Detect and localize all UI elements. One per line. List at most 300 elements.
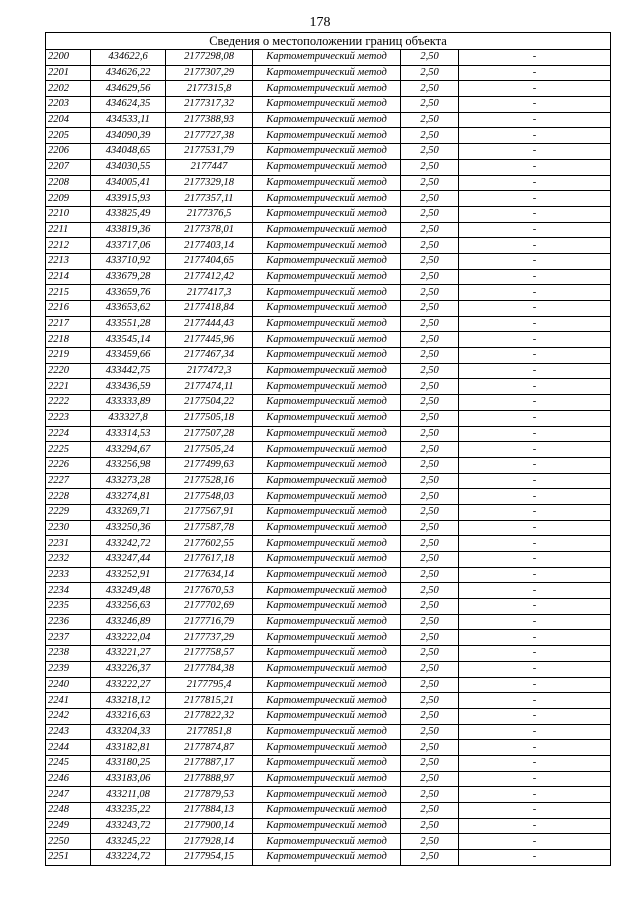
point-number-cell: 2249 <box>46 818 91 834</box>
y-coordinate-cell: 2177548,03 <box>166 489 253 505</box>
boundary-coordinates-table <box>45 32 611 866</box>
description-cell: - <box>459 81 611 97</box>
method-cell: Картометрический метод <box>253 316 401 332</box>
x-coordinate-cell: 433180,25 <box>91 755 166 771</box>
accuracy-cell: 2,50 <box>401 332 459 348</box>
y-coordinate-cell: 2177403,14 <box>166 238 253 254</box>
method-cell: Картометрический метод <box>253 379 401 395</box>
method-cell: Картометрический метод <box>253 285 401 301</box>
point-number-cell: 2247 <box>46 787 91 803</box>
method-cell: Картометрический метод <box>253 222 401 238</box>
method-cell: Картометрический метод <box>253 803 401 819</box>
method-cell: Картометрический метод <box>253 583 401 599</box>
point-number-cell: 2218 <box>46 332 91 348</box>
x-coordinate-cell: 433250,36 <box>91 520 166 536</box>
y-coordinate-cell: 2177874,87 <box>166 740 253 756</box>
description-cell: - <box>459 348 611 364</box>
x-coordinate-cell: 433183,06 <box>91 771 166 787</box>
y-coordinate-cell: 2177670,53 <box>166 583 253 599</box>
accuracy-cell: 2,50 <box>401 395 459 411</box>
description-cell: - <box>459 583 611 599</box>
y-coordinate-cell: 2177329,18 <box>166 175 253 191</box>
x-coordinate-cell: 433218,12 <box>91 693 166 709</box>
method-cell: Картометрический метод <box>253 740 401 756</box>
x-coordinate-cell: 433245,22 <box>91 834 166 850</box>
point-number-cell: 2201 <box>46 65 91 81</box>
point-number-cell: 2245 <box>46 755 91 771</box>
table-row <box>46 348 611 364</box>
y-coordinate-cell: 2177737,29 <box>166 630 253 646</box>
y-coordinate-cell: 2177531,79 <box>166 144 253 160</box>
method-cell: Картометрический метод <box>253 457 401 473</box>
y-coordinate-cell: 2177727,38 <box>166 128 253 144</box>
y-coordinate-cell: 2177418,84 <box>166 301 253 317</box>
description-cell: - <box>459 301 611 317</box>
description-cell: - <box>459 426 611 442</box>
x-coordinate-cell: 433246,89 <box>91 614 166 630</box>
x-coordinate-cell: 433717,06 <box>91 238 166 254</box>
y-coordinate-cell: 2177702,69 <box>166 599 253 615</box>
table-row <box>46 520 611 536</box>
accuracy-cell: 2,50 <box>401 97 459 113</box>
table-row <box>46 253 611 269</box>
point-number-cell: 2200 <box>46 50 91 66</box>
method-cell: Картометрический метод <box>253 630 401 646</box>
table-row <box>46 379 611 395</box>
table-row <box>46 489 611 505</box>
accuracy-cell: 2,50 <box>401 285 459 301</box>
method-cell: Картометрический метод <box>253 599 401 615</box>
table-row <box>46 112 611 128</box>
y-coordinate-cell: 2177417,3 <box>166 285 253 301</box>
point-number-cell: 2233 <box>46 567 91 583</box>
method-cell: Картометрический метод <box>253 834 401 850</box>
table-row <box>46 316 611 332</box>
description-cell: - <box>459 489 611 505</box>
description-cell: - <box>459 520 611 536</box>
accuracy-cell: 2,50 <box>401 787 459 803</box>
y-coordinate-cell: 2177376,5 <box>166 206 253 222</box>
x-coordinate-cell: 433211,08 <box>91 787 166 803</box>
point-number-cell: 2210 <box>46 206 91 222</box>
accuracy-cell: 2,50 <box>401 771 459 787</box>
method-cell: Картометрический метод <box>253 520 401 536</box>
description-cell: - <box>459 97 611 113</box>
method-cell: Картометрический метод <box>253 661 401 677</box>
x-coordinate-cell: 434048,65 <box>91 144 166 160</box>
method-cell: Картометрический метод <box>253 850 401 866</box>
y-coordinate-cell: 2177851,8 <box>166 724 253 740</box>
y-coordinate-cell: 2177444,43 <box>166 316 253 332</box>
y-coordinate-cell: 2177602,55 <box>166 536 253 552</box>
point-number-cell: 2213 <box>46 253 91 269</box>
accuracy-cell: 2,50 <box>401 50 459 66</box>
accuracy-cell: 2,50 <box>401 834 459 850</box>
x-coordinate-cell: 433256,63 <box>91 599 166 615</box>
method-cell: Картометрический метод <box>253 818 401 834</box>
point-number-cell: 2215 <box>46 285 91 301</box>
y-coordinate-cell: 2177505,24 <box>166 442 253 458</box>
x-coordinate-cell: 433545,14 <box>91 332 166 348</box>
y-coordinate-cell: 2177887,17 <box>166 755 253 771</box>
x-coordinate-cell: 433242,72 <box>91 536 166 552</box>
y-coordinate-cell: 2177758,57 <box>166 646 253 662</box>
accuracy-cell: 2,50 <box>401 301 459 317</box>
description-cell: - <box>459 740 611 756</box>
accuracy-cell: 2,50 <box>401 442 459 458</box>
description-cell: - <box>459 599 611 615</box>
table-row <box>46 850 611 866</box>
accuracy-cell: 2,50 <box>401 567 459 583</box>
point-number-cell: 2224 <box>46 426 91 442</box>
y-coordinate-cell: 2177587,78 <box>166 520 253 536</box>
accuracy-cell: 2,50 <box>401 708 459 724</box>
description-cell: - <box>459 661 611 677</box>
y-coordinate-cell: 2177499,63 <box>166 457 253 473</box>
point-number-cell: 2251 <box>46 850 91 866</box>
x-coordinate-cell: 433222,27 <box>91 677 166 693</box>
description-cell: - <box>459 677 611 693</box>
y-coordinate-cell: 2177472,3 <box>166 363 253 379</box>
method-cell: Картометрический метод <box>253 614 401 630</box>
x-coordinate-cell: 433333,89 <box>91 395 166 411</box>
description-cell: - <box>459 504 611 520</box>
point-number-cell: 2229 <box>46 504 91 520</box>
accuracy-cell: 2,50 <box>401 206 459 222</box>
point-number-cell: 2239 <box>46 661 91 677</box>
y-coordinate-cell: 2177412,42 <box>166 269 253 285</box>
x-coordinate-cell: 434030,55 <box>91 159 166 175</box>
accuracy-cell: 2,50 <box>401 238 459 254</box>
description-cell: - <box>459 222 611 238</box>
point-number-cell: 2208 <box>46 175 91 191</box>
x-coordinate-cell: 433273,28 <box>91 473 166 489</box>
x-coordinate-cell: 433247,44 <box>91 552 166 568</box>
y-coordinate-cell: 2177298,08 <box>166 50 253 66</box>
y-coordinate-cell: 2177388,93 <box>166 112 253 128</box>
point-number-cell: 2232 <box>46 552 91 568</box>
method-cell: Картометрический метод <box>253 693 401 709</box>
method-cell: Картометрический метод <box>253 646 401 662</box>
method-cell: Картометрический метод <box>253 301 401 317</box>
accuracy-cell: 2,50 <box>401 175 459 191</box>
y-coordinate-cell: 2177467,34 <box>166 348 253 364</box>
accuracy-cell: 2,50 <box>401 379 459 395</box>
point-number-cell: 2225 <box>46 442 91 458</box>
y-coordinate-cell: 2177617,18 <box>166 552 253 568</box>
point-number-cell: 2231 <box>46 536 91 552</box>
x-coordinate-cell: 434624,35 <box>91 97 166 113</box>
point-number-cell: 2236 <box>46 614 91 630</box>
table-row <box>46 677 611 693</box>
point-number-cell: 2204 <box>46 112 91 128</box>
x-coordinate-cell: 433679,28 <box>91 269 166 285</box>
accuracy-cell: 2,50 <box>401 112 459 128</box>
table-row <box>46 363 611 379</box>
method-cell: Картометрический метод <box>253 552 401 568</box>
description-cell: - <box>459 175 611 191</box>
x-coordinate-cell: 433436,59 <box>91 379 166 395</box>
method-cell: Картометрический метод <box>253 65 401 81</box>
description-cell: - <box>459 206 611 222</box>
table-row <box>46 567 611 583</box>
method-cell: Картометрический метод <box>253 724 401 740</box>
x-coordinate-cell: 433256,98 <box>91 457 166 473</box>
table-row <box>46 191 611 207</box>
accuracy-cell: 2,50 <box>401 426 459 442</box>
point-number-cell: 2235 <box>46 599 91 615</box>
table-row <box>46 771 611 787</box>
table-row <box>46 332 611 348</box>
y-coordinate-cell: 2177815,21 <box>166 693 253 709</box>
y-coordinate-cell: 2177716,79 <box>166 614 253 630</box>
table-row <box>46 206 611 222</box>
accuracy-cell: 2,50 <box>401 473 459 489</box>
x-coordinate-cell: 433224,72 <box>91 850 166 866</box>
accuracy-cell: 2,50 <box>401 410 459 426</box>
table-row <box>46 81 611 97</box>
table-row <box>46 159 611 175</box>
accuracy-cell: 2,50 <box>401 552 459 568</box>
accuracy-cell: 2,50 <box>401 316 459 332</box>
table-row <box>46 97 611 113</box>
accuracy-cell: 2,50 <box>401 614 459 630</box>
x-coordinate-cell: 434090,39 <box>91 128 166 144</box>
table-row <box>46 630 611 646</box>
point-number-cell: 2219 <box>46 348 91 364</box>
y-coordinate-cell: 2177954,15 <box>166 850 253 866</box>
point-number-cell: 2241 <box>46 693 91 709</box>
point-number-cell: 2242 <box>46 708 91 724</box>
method-cell: Картометрический метод <box>253 410 401 426</box>
point-number-cell: 2222 <box>46 395 91 411</box>
table-row <box>46 50 611 66</box>
accuracy-cell: 2,50 <box>401 630 459 646</box>
accuracy-cell: 2,50 <box>401 693 459 709</box>
method-cell: Картометрический метод <box>253 536 401 552</box>
table-row <box>46 442 611 458</box>
x-coordinate-cell: 433551,28 <box>91 316 166 332</box>
table-title-row <box>46 33 611 50</box>
y-coordinate-cell: 2177928,14 <box>166 834 253 850</box>
accuracy-cell: 2,50 <box>401 850 459 866</box>
y-coordinate-cell: 2177795,4 <box>166 677 253 693</box>
y-coordinate-cell: 2177474,11 <box>166 379 253 395</box>
x-coordinate-cell: 433226,37 <box>91 661 166 677</box>
method-cell: Картометрический метод <box>253 206 401 222</box>
x-coordinate-cell: 434629,56 <box>91 81 166 97</box>
description-cell: - <box>459 191 611 207</box>
table-row <box>46 693 611 709</box>
accuracy-cell: 2,50 <box>401 159 459 175</box>
description-cell: - <box>459 65 611 81</box>
description-cell: - <box>459 238 611 254</box>
description-cell: - <box>459 708 611 724</box>
point-number-cell: 2220 <box>46 363 91 379</box>
table-row <box>46 65 611 81</box>
y-coordinate-cell: 2177822,32 <box>166 708 253 724</box>
description-cell: - <box>459 567 611 583</box>
method-cell: Картометрический метод <box>253 128 401 144</box>
method-cell: Картометрический метод <box>253 112 401 128</box>
x-coordinate-cell: 433182,81 <box>91 740 166 756</box>
table-row <box>46 395 611 411</box>
accuracy-cell: 2,50 <box>401 599 459 615</box>
method-cell: Картометрический метод <box>253 348 401 364</box>
y-coordinate-cell: 2177504,22 <box>166 395 253 411</box>
accuracy-cell: 2,50 <box>401 128 459 144</box>
x-coordinate-cell: 433274,81 <box>91 489 166 505</box>
description-cell: - <box>459 771 611 787</box>
accuracy-cell: 2,50 <box>401 457 459 473</box>
point-number-cell: 2217 <box>46 316 91 332</box>
method-cell: Картометрический метод <box>253 191 401 207</box>
x-coordinate-cell: 433249,48 <box>91 583 166 599</box>
point-number-cell: 2246 <box>46 771 91 787</box>
accuracy-cell: 2,50 <box>401 536 459 552</box>
method-cell: Картометрический метод <box>253 395 401 411</box>
table-row <box>46 724 611 740</box>
point-number-cell: 2223 <box>46 410 91 426</box>
description-cell: - <box>459 755 611 771</box>
accuracy-cell: 2,50 <box>401 520 459 536</box>
table-row <box>46 128 611 144</box>
table-row <box>46 646 611 662</box>
x-coordinate-cell: 433327,8 <box>91 410 166 426</box>
description-cell: - <box>459 803 611 819</box>
method-cell: Картометрический метод <box>253 253 401 269</box>
x-coordinate-cell: 433653,62 <box>91 301 166 317</box>
table-row <box>46 614 611 630</box>
accuracy-cell: 2,50 <box>401 818 459 834</box>
method-cell: Картометрический метод <box>253 504 401 520</box>
description-cell: - <box>459 614 611 630</box>
description-cell: - <box>459 128 611 144</box>
y-coordinate-cell: 2177900,14 <box>166 818 253 834</box>
y-coordinate-cell: 2177404,65 <box>166 253 253 269</box>
method-cell: Картометрический метод <box>253 771 401 787</box>
x-coordinate-cell: 433204,33 <box>91 724 166 740</box>
description-cell: - <box>459 253 611 269</box>
description-cell: - <box>459 630 611 646</box>
description-cell: - <box>459 457 611 473</box>
method-cell: Картометрический метод <box>253 426 401 442</box>
x-coordinate-cell: 433442,75 <box>91 363 166 379</box>
y-coordinate-cell: 2177528,16 <box>166 473 253 489</box>
description-cell: - <box>459 50 611 66</box>
point-number-cell: 2209 <box>46 191 91 207</box>
accuracy-cell: 2,50 <box>401 65 459 81</box>
y-coordinate-cell: 2177378,01 <box>166 222 253 238</box>
y-coordinate-cell: 2177634,14 <box>166 567 253 583</box>
table-row <box>46 175 611 191</box>
x-coordinate-cell: 433659,76 <box>91 285 166 301</box>
method-cell: Картометрический метод <box>253 238 401 254</box>
description-cell: - <box>459 269 611 285</box>
description-cell: - <box>459 646 611 662</box>
accuracy-cell: 2,50 <box>401 269 459 285</box>
accuracy-cell: 2,50 <box>401 348 459 364</box>
point-number-cell: 2238 <box>46 646 91 662</box>
method-cell: Картометрический метод <box>253 677 401 693</box>
y-coordinate-cell: 2177784,38 <box>166 661 253 677</box>
method-cell: Картометрический метод <box>253 97 401 113</box>
accuracy-cell: 2,50 <box>401 661 459 677</box>
description-cell: - <box>459 818 611 834</box>
y-coordinate-cell: 2177879,53 <box>166 787 253 803</box>
accuracy-cell: 2,50 <box>401 222 459 238</box>
accuracy-cell: 2,50 <box>401 740 459 756</box>
table-row <box>46 144 611 160</box>
description-cell: - <box>459 144 611 160</box>
point-number-cell: 2244 <box>46 740 91 756</box>
table-row <box>46 708 611 724</box>
accuracy-cell: 2,50 <box>401 363 459 379</box>
table-row <box>46 504 611 520</box>
table-row <box>46 661 611 677</box>
y-coordinate-cell: 2177507,28 <box>166 426 253 442</box>
point-number-cell: 2240 <box>46 677 91 693</box>
table-body <box>46 50 611 866</box>
point-number-cell: 2211 <box>46 222 91 238</box>
table-row <box>46 457 611 473</box>
method-cell: Картометрический метод <box>253 787 401 803</box>
y-coordinate-cell: 2177317,32 <box>166 97 253 113</box>
point-number-cell: 2237 <box>46 630 91 646</box>
point-number-cell: 2226 <box>46 457 91 473</box>
table-row <box>46 583 611 599</box>
x-coordinate-cell: 433294,67 <box>91 442 166 458</box>
page-number: 178 <box>309 15 331 30</box>
description-cell: - <box>459 410 611 426</box>
description-cell: - <box>459 724 611 740</box>
y-coordinate-cell: 2177447 <box>166 159 253 175</box>
table-row <box>46 285 611 301</box>
x-coordinate-cell: 434622,6 <box>91 50 166 66</box>
x-coordinate-cell: 433221,27 <box>91 646 166 662</box>
method-cell: Картометрический метод <box>253 567 401 583</box>
y-coordinate-cell: 2177567,91 <box>166 504 253 520</box>
table-row <box>46 536 611 552</box>
point-number-cell: 2205 <box>46 128 91 144</box>
accuracy-cell: 2,50 <box>401 803 459 819</box>
table-row <box>46 552 611 568</box>
x-coordinate-cell: 433314,53 <box>91 426 166 442</box>
point-number-cell: 2207 <box>46 159 91 175</box>
table-row <box>46 834 611 850</box>
point-number-cell: 2206 <box>46 144 91 160</box>
description-cell: - <box>459 442 611 458</box>
method-cell: Картометрический метод <box>253 442 401 458</box>
point-number-cell: 2248 <box>46 803 91 819</box>
accuracy-cell: 2,50 <box>401 253 459 269</box>
description-cell: - <box>459 834 611 850</box>
table-row <box>46 222 611 238</box>
x-coordinate-cell: 433269,71 <box>91 504 166 520</box>
x-coordinate-cell: 433243,72 <box>91 818 166 834</box>
method-cell: Картометрический метод <box>253 332 401 348</box>
description-cell: - <box>459 379 611 395</box>
x-coordinate-cell: 433222,04 <box>91 630 166 646</box>
table-row <box>46 740 611 756</box>
table-row <box>46 426 611 442</box>
y-coordinate-cell: 2177307,29 <box>166 65 253 81</box>
table-row <box>46 599 611 615</box>
point-number-cell: 2202 <box>46 81 91 97</box>
table-row <box>46 818 611 834</box>
x-coordinate-cell: 433459,66 <box>91 348 166 364</box>
y-coordinate-cell: 2177357,11 <box>166 191 253 207</box>
